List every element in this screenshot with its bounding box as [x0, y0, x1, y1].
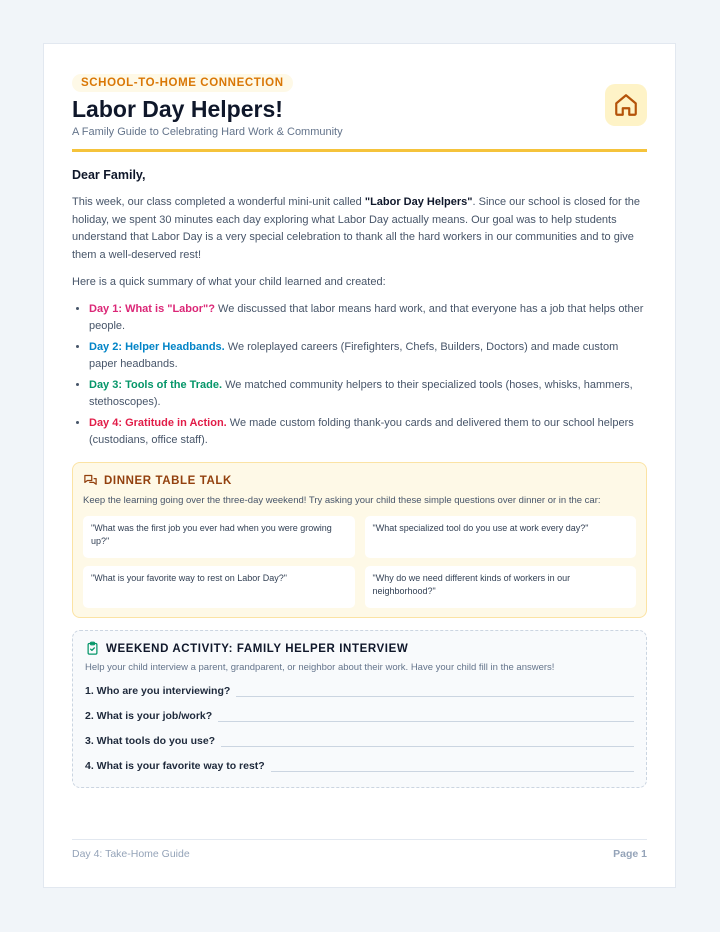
day-summary-item — [89, 377, 647, 411]
interview-question: 1. Who are you interviewing? — [85, 685, 634, 697]
letter-intro: This week, our class completed a wonderful mini-unit called "Labor Day Helpers". Since our school is closed for the holiday, we spent 30 minutes each day exploring what Labor Day actually means. Our goal was to help students understand that Labor Day is a very special celebration to thank all the hard workers in our communities and to give them a well-deserved rest! — [72, 196, 641, 261]
letter-greeting: Dear Family, — [72, 168, 146, 182]
interview-activity-box — [72, 630, 647, 788]
eyebrow-label: SCHOOL-TO-HOME CONNECTION — [72, 74, 293, 92]
page-title: Labor Day Helpers! — [72, 96, 283, 122]
activity-description: Help your child interview a parent, grandparent, or neighbor about their work. Have your child fill in the answers! — [85, 662, 555, 673]
dinner-talk-title: DINNER TABLE TALK — [104, 474, 232, 487]
home-icon — [613, 92, 639, 118]
interview-question: 3. What tools do you use? — [85, 735, 634, 747]
interview-question: 2. What is your job/work? — [85, 710, 634, 722]
question-card: "What was the first job you ever had when you were growing up?" — [83, 516, 355, 558]
day-description: We roleplayed careers (Firefighters, Chefs, Builders, Doctors) and made custom paper headbands. — [89, 341, 619, 370]
footer-divider — [72, 839, 647, 840]
day-label: Day 4: Gratitude in Action. — [89, 417, 227, 429]
question-card: "What specialized tool do you use at work every day?" — [365, 516, 637, 558]
day-summary-item — [89, 301, 647, 335]
document-page — [43, 43, 676, 888]
answer-line[interactable] — [218, 710, 634, 722]
day-summary-item — [89, 415, 647, 449]
header-divider — [72, 149, 647, 152]
answer-line[interactable] — [271, 760, 634, 772]
page-number: Page 1 — [613, 848, 647, 860]
summary-lead: Here is a quick summary of what your child learned and created: — [72, 276, 386, 288]
day-description: We matched community helpers to their specialized tools (hoses, whisks, hammers, stethoscopes). — [89, 379, 633, 408]
interview-question: 4. What is your favorite way to rest? — [85, 760, 634, 772]
day-description: We made custom folding thank-you cards and delivered them to our school helpers (custodians, office staff). — [89, 417, 634, 446]
home-badge — [605, 84, 647, 126]
unit-name: "Labor Day Helpers" — [364, 196, 473, 208]
dinner-talk-box — [72, 462, 647, 618]
dinner-talk-description: Keep the learning going over the three-day weekend! Try asking your child these simple questions over dinner or in the car: — [83, 495, 601, 506]
day-label: Day 3: Tools of the Trade. — [89, 379, 223, 391]
day-label: Day 1: What is "Labor"? — [89, 303, 215, 315]
day-summary-item — [89, 339, 647, 373]
chat-bubbles-icon — [83, 473, 98, 488]
day-description: We discussed that labor means hard work, and that everyone has a job that helps other people. — [89, 303, 644, 332]
answer-line[interactable] — [221, 735, 634, 747]
question-card: "Why do we need different kinds of workers in our neighborhood?" — [365, 566, 637, 608]
question-grid — [83, 516, 636, 608]
page-subtitle: A Family Guide to Celebrating Hard Work & Community — [72, 126, 343, 138]
day-label: Day 2: Helper Headbands. — [89, 341, 225, 353]
day-summary-list — [72, 301, 647, 453]
footer-label: Day 4: Take-Home Guide — [72, 848, 190, 860]
activity-title: WEEKEND ACTIVITY: FAMILY HELPER INTERVIEW — [106, 642, 409, 655]
question-card: "What is your favorite way to rest on Labor Day?" — [83, 566, 355, 608]
clipboard-check-icon — [85, 641, 100, 656]
answer-line[interactable] — [236, 685, 634, 697]
